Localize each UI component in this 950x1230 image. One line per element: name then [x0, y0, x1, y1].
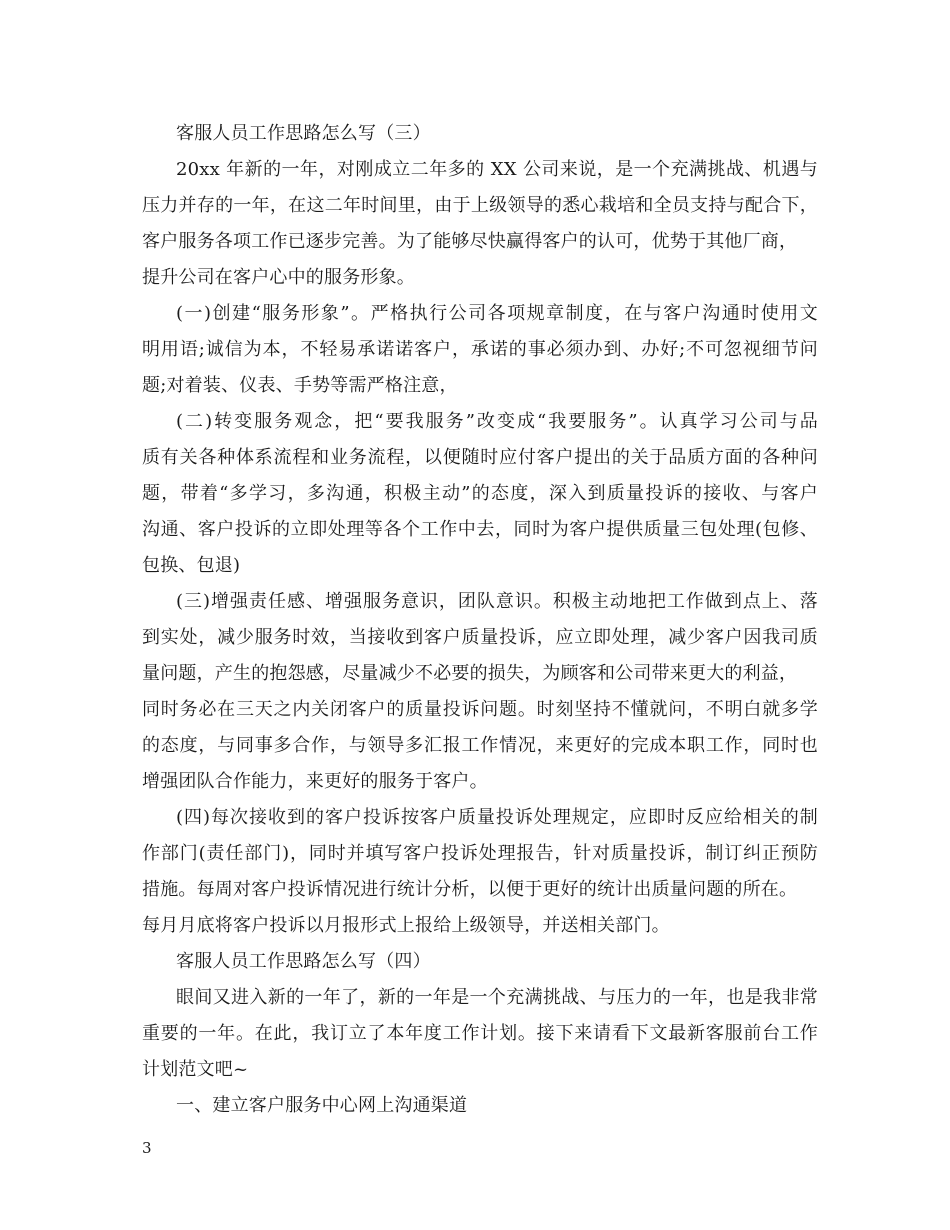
paragraph-line: 作部门(责任部门)，同时并填写客户投诉处理报告，针对质量投诉，制订纠正预防	[142, 843, 818, 864]
paragraph-line: 措施。每周对客户投诉情况进行统计分析，以便于更好的统计出质量问题的所在。	[142, 879, 798, 900]
paragraph-line: 到实处，减少服务时效，当接收到客户质量投诉，应立即处理，减少客户因我司质	[142, 627, 818, 648]
document-body	[142, 116, 818, 1124]
paragraph-line: 每月月底将客户投诉以月报形式上报给上级领导，并送相关部门。	[142, 915, 670, 936]
subsection-heading: 一、建立客户服务中心网上沟通渠道	[176, 1095, 468, 1116]
section-heading-3: 客服人员工作思路怎么写（三）	[176, 123, 431, 144]
paragraph-line: 沟通、客户投诉的立即处理等各个工作中去，同时为客户提供质量三包处理(包修、	[142, 519, 818, 540]
paragraph-line: 增强团队合作能力，来更好的服务于客户。	[142, 771, 488, 792]
paragraph-line: 量问题，产生的抱怨感，尽量减少不必要的损失，为顾客和公司带来更大的利益，	[142, 663, 798, 684]
paragraph-line: 题，带着“多学习，多沟通，积极主动”的态度，深入到质量投诉的接收、与客户	[142, 483, 818, 504]
paragraph-line: 压力并存的一年，在这二年时间里，由于上级领导的悉心栽培和全员支持与配合下，	[142, 195, 818, 216]
paragraph-line: 同时务必在三天之内关闭客户的质量投诉问题。时刻坚持不懂就问，不明白就多学	[142, 699, 818, 720]
paragraph-line: 眼间又进入新的一年了，新的一年是一个充满挑战、与压力的一年，也是我非常	[176, 987, 818, 1008]
paragraph-line: 题;对着装、仪表、手势等需严格注意，	[142, 375, 458, 396]
paragraph-line: (三)增强责任感、增强服务意识，团队意识。积极主动地把工作做到点上、落	[176, 591, 818, 612]
paragraph-line: 包换、包退)	[142, 555, 241, 576]
paragraph-line: (一)创建“服务形象”。严格执行公司各项规章制度，在与客户沟通时使用文	[176, 303, 818, 324]
section-heading-4: 客服人员工作思路怎么写（四）	[176, 951, 431, 972]
paragraph-line: 客户服务各项工作已逐步完善。为了能够尽快赢得客户的认可，优势于其他厂商，	[142, 231, 798, 252]
paragraph-line: 重要的一年。在此，我订立了本年度工作计划。接下来请看下文最新客服前台工作	[142, 1023, 818, 1044]
paragraph-line: 20xx 年新的一年，对刚成立二年多的 XX 公司来说，是一个充满挑战、机遇与	[176, 159, 818, 180]
paragraph-line: (四)每次接收到的客户投诉按客户质量投诉处理规定，应即时反应给相关的制	[176, 807, 818, 828]
paragraph-line: 提升公司在客户心中的服务形象。	[142, 267, 415, 288]
paragraph-line: 的态度，与同事多合作，与领导多汇报工作情况，来更好的完成本职工作，同时也	[142, 735, 818, 756]
paragraph-line: 计划范文吧~	[142, 1059, 249, 1080]
paragraph-line: 明用语;诚信为本，不轻易承诺诺客户，承诺的事必须办到、办好;不可忽视细节问	[142, 339, 818, 360]
paragraph-line: 质有关各种体系流程和业务流程，以便随时应付客户提出的关于品质方面的各种问	[142, 447, 818, 468]
paragraph-line: (二)转变服务观念，把“要我服务”改变成“我要服务”。认真学习公司与品	[176, 411, 818, 432]
page-number: 3	[142, 1139, 152, 1157]
